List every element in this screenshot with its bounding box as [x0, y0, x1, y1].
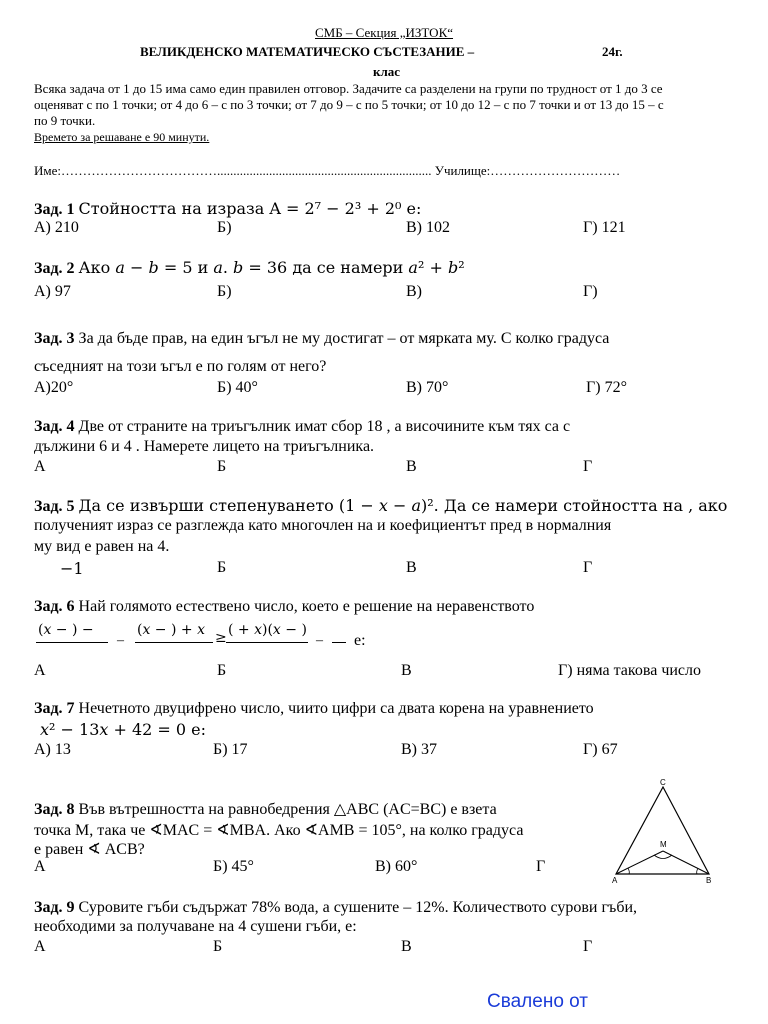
option-g[interactable]: Г	[536, 858, 546, 875]
option-g[interactable]: Г	[583, 559, 593, 576]
option-b[interactable]: Б) 17	[213, 741, 248, 758]
problem-text: Нечетното двуцифрено число, чиито цифри са двата корена на уравнението	[78, 700, 594, 717]
option-g[interactable]: Г) 67	[583, 741, 618, 758]
problem-text: За да бъде прав, на един ъгъл не му достигат – от мярката му. С колко градуса	[78, 330, 610, 347]
segment-bm	[663, 851, 709, 874]
problem-7	[34, 700, 594, 718]
option-b[interactable]: Б) 45°	[213, 858, 254, 875]
problem-text: Ако 𝑎 − 𝑏 = 5 и 𝑎. 𝑏 = 36 да се намери 𝑎² + 𝑏²	[78, 258, 465, 277]
fraction-1-numerator: (𝑥 − ) −	[38, 622, 94, 638]
option-v[interactable]: В) 60°	[375, 858, 418, 875]
option-g[interactable]: Г) няма такова число	[558, 662, 702, 679]
geq-sign: ≥	[215, 630, 227, 646]
fraction-bar	[332, 642, 346, 643]
option-v[interactable]: В	[401, 938, 412, 955]
fraction-bar	[226, 642, 308, 643]
instructions-line-2: оценяват с по 1 точки; от 4 до 6 – с по 3 точки; от 7 до 9 – с по 5 точки; от 10 до 12 – с по 7 точки и от 13 до 15 – с	[34, 97, 664, 112]
option-v[interactable]: В	[406, 559, 417, 576]
equation: 𝑥² − 13𝑥 + 42 = 0 е:	[40, 720, 207, 739]
option-v[interactable]: В) 70°	[406, 379, 449, 396]
minus-sign: –	[316, 633, 323, 648]
name-school-line: Име:……………………………….................................................................. Училище:…………………………	[34, 163, 621, 178]
option-a[interactable]: А) 13	[34, 741, 71, 758]
problem-5-line-2: полученият израз се разглежда като многочлен на и коефициентът пред в нормалния	[34, 517, 612, 534]
instructions-line-3: по 9 точки.	[34, 113, 96, 128]
problem-text: Стойността на израза A = 2⁷ − 2³ + 2⁰ е:	[78, 199, 422, 218]
header-title: ВЕЛИКДЕНСКО МАТЕМАТИЧЕСКО СЪСТЕЗАНИЕ –	[140, 44, 475, 59]
problem-3	[34, 330, 609, 348]
triangle-figure	[606, 776, 724, 886]
option-a[interactable]: А	[34, 662, 46, 679]
instructions-line-1: Всяка задача от 1 до 15 има само един правилен отговор. Задачите са разделени на групи по трудност от 1 до 3 се	[34, 81, 663, 96]
problem-label: Зад. 2	[34, 260, 75, 277]
problem-label: Зад. 4	[34, 418, 75, 435]
point-m-label: M	[660, 840, 667, 849]
fraction-3-numerator: ( + 𝑥)(𝑥 − )	[228, 622, 307, 638]
option-b[interactable]: Б	[213, 938, 223, 955]
problem-label: Зад. 6	[34, 598, 75, 615]
problem-text: Да се извърши степенуването (1 − 𝑥 − 𝑎)². Да се намери стойността на , ако	[78, 496, 728, 515]
header-year: 24г.	[602, 44, 623, 59]
vertex-b-label: B	[706, 876, 712, 885]
problem-3-line-2: съседният на този ъгъл е по голям от него?	[34, 358, 327, 375]
option-b[interactable]: Б)	[217, 219, 232, 236]
problem-label: Зад. 9	[34, 899, 75, 916]
angle-amb-arc	[654, 855, 672, 859]
option-g[interactable]: Г)	[583, 283, 598, 300]
problem-text: Във вътрешността на равнобедрения △ABC (AC=BC) е взета	[78, 801, 497, 818]
option-g[interactable]: Г) 121	[583, 219, 626, 236]
vertex-c-label: C	[660, 778, 666, 787]
problem-4-line-2: дължини 6 и 4 . Намерете лицето на триъгълника.	[34, 438, 375, 455]
problem-9	[34, 899, 637, 917]
problem-6	[34, 598, 534, 616]
problem-label: Зад. 7	[34, 700, 75, 717]
option-a[interactable]: А) 97	[34, 283, 71, 300]
option-a[interactable]: А	[34, 938, 46, 955]
header-org: СМБ – Секция „ИЗТОК“	[314, 25, 454, 40]
option-g[interactable]: Г	[583, 458, 593, 475]
time-limit: Времето за решаване е 90 минути.	[34, 130, 210, 144]
inequality-tail: е:	[354, 632, 366, 649]
fraction-2-numerator: (𝑥 − ) + 𝑥	[137, 622, 205, 638]
angle-mba-arc	[697, 868, 698, 874]
option-a[interactable]: А)20°	[34, 379, 74, 396]
option-b[interactable]: Б	[217, 458, 227, 475]
option-b[interactable]: Б	[217, 662, 227, 679]
problem-8-line-3: е равен ∢ ACB?	[34, 841, 145, 858]
option-a[interactable]: А) 210	[34, 219, 79, 236]
option-g[interactable]: Г) 72°	[586, 379, 627, 396]
option-v[interactable]: В) 37	[401, 741, 437, 758]
problem-text: Най голямото естествено число, което е решение на неравенството	[78, 598, 535, 615]
problem-8	[34, 799, 497, 819]
option-v[interactable]: В) 102	[406, 219, 450, 236]
option-a[interactable]: А	[34, 858, 46, 875]
fraction-bar	[135, 642, 213, 643]
segment-am	[616, 851, 663, 874]
option-b[interactable]: Б) 40°	[217, 379, 258, 396]
problem-label: Зад. 1	[34, 201, 75, 218]
option-v[interactable]: В	[406, 458, 417, 475]
option-v[interactable]: В	[401, 662, 412, 679]
vertex-a-label: A	[612, 876, 618, 885]
option-g[interactable]: Г	[583, 938, 593, 955]
problem-5	[34, 496, 727, 516]
option-b[interactable]: Б)	[217, 283, 232, 300]
option-a[interactable]: А	[34, 458, 46, 475]
problem-label: Зад. 3	[34, 330, 75, 347]
option-b[interactable]: Б	[217, 559, 227, 576]
option-v[interactable]: В)	[406, 283, 422, 300]
angle-mac-arc	[628, 868, 629, 874]
header-grade: клас	[373, 64, 401, 79]
problem-2	[34, 258, 465, 278]
option-a[interactable]: −1	[60, 559, 84, 578]
problem-text: Суровите гъби съдържат 78% вода, а сушените – 12%. Количеството сурови гъби,	[78, 899, 638, 916]
problem-8-line-2: точка M, така че ∢MAC = ∢MBA. Ако ∢AMB = 105°, на колко градуса	[34, 822, 524, 839]
problem-5-line-3: му вид е равен на 4.	[34, 538, 170, 555]
problem-9-line-2: необходими за получаване на 4 сушени гъби, е:	[34, 918, 357, 935]
problem-text: Две от страните на триъгълник имат сбор 18 , а височините към тях са с	[78, 418, 571, 435]
problem-4	[34, 418, 570, 436]
problem-1	[34, 199, 421, 219]
problem-label: Зад. 5	[34, 498, 75, 515]
triangle-abc	[616, 787, 709, 874]
minus-sign: –	[117, 633, 124, 648]
downloaded-from-link[interactable]: Свалено от	[487, 991, 589, 1012]
fraction-bar	[36, 642, 108, 643]
problem-label: Зад. 8	[34, 801, 75, 818]
